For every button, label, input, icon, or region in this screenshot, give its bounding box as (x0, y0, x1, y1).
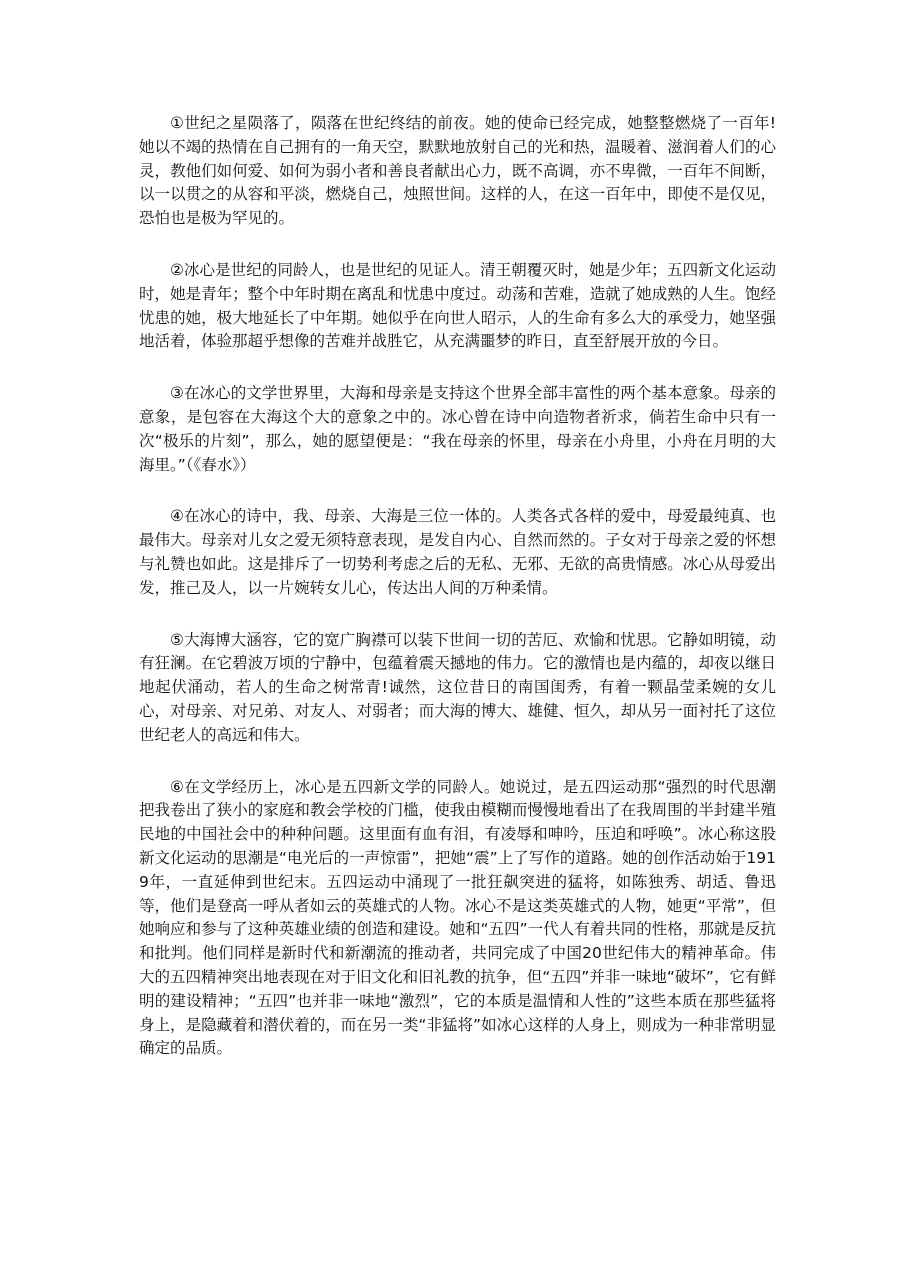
paragraph-1: ①世纪之星陨落了，陨落在世纪终结的前夜。她的使命已经完成，她整整燃烧了一百年!她以不竭的热情在自己拥有的一角天空，默默地放射自己的光和热，温暖着、滋润着人们的心灵，教他们如何爱、如何为弱小者和善良者献出心力，既不高调，亦不卑微，一百年不间断，以一以贯之的从容和平淡，燃烧自己，烛照世间。这样的人，在这一百年中，即使不是仅见，恐怕也是极为罕见的。 (139, 114, 776, 228)
paragraph-2: ②冰心是世纪的同龄人，也是世纪的见证人。清王朝覆灭时，她是少年；五四新文化运动时，她是青年；整个中年时期在离乱和忧患中度过。动荡和苦难，造就了她成熟的人生。饱经忧患的她，极大地延长了中年期。她似乎在向世人昭示，人的生命有多么大的承受力，她坚强地活着，体验那超乎想像的苦难并战胜它，从充满噩梦的昨日，直至舒展开放的今日。 (139, 260, 776, 351)
paragraph-3: ③在冰心的文学世界里，大海和母亲是支持这个世界全部丰富性的两个基本意象。母亲的意象，是包容在大海这个大的意象之中的。冰心曾在诗中向造物者祈求，倘若生命中只有一次“极乐的片刻”，那么，她的愿望便是：“我在母亲的怀里，母亲在小舟里，小舟在月明的大海里。”（《春水》） (139, 384, 776, 474)
document-body (139, 112, 776, 1061)
paragraph-4: ④在冰心的诗中，我、母亲、大海是三位一体的。人类各式各样的爱中，母爱最纯真、也最伟大。母亲对儿女之爱无须特意表现，是发自内心、自然而然的。子女对于母亲之爱的怀想与礼赞也如此。这是排斥了一切势利考虑之后的无私、无邪、无欲的高贵情感。冰心从母爱出发，推己及人，以一片婉转女儿心，传达出人间的万种柔情。 (139, 507, 776, 597)
paragraph-5: ⑤大海博大涵容，它的宽广胸襟可以装下世间一切的苦厄、欢愉和忧思。它静如明镜，动有狂澜。在它碧波万顷的宁静中，包蕴着震天撼地的伟力。它的激情也是内蕴的，却夜以继日地起伏涌动，若人的生命之树常青!诚然，这位昔日的南国闺秀，有着一颗晶莹柔婉的女儿心，对母亲、对兄弟、对友人、对弱者；而大海的博大、雄健、恒久，却从另一面衬托了这位世纪老人的高远和伟大。 (139, 630, 776, 744)
paragraph-6: ⑥在文学经历上，冰心是五四新文学的同龄人。她说过，是五四运动那“强烈的时代思潮把我卷出了狭小的家庭和教会学校的门槛，使我由模糊而慢慢地看出了在我周围的半封建半殖民地的中国社会中的种种问题。这里面有血有泪，有凌辱和呻吟，压迫和呼唤”。冰心称这股新文化运动的思潮是“电光后的一声惊雷”，把她“震”上了写作的道路。她的创作活动始于1919年，一直延伸到世纪末。五四运动中涌现了一批狂飙突进的猛将，如陈独秀、胡适、鲁迅等，他们是登高一呼从者如云的英雄式的人物。冰心不是这类英雄式的人物，她更“平常”，但她响应和参与了这种英雄业绩的创造和建设。她和“五四”一代人有着共同的性格，那就是反抗和批判。他们同样是新时代和新潮流的推动者，共同完成了中国20世纪伟大的精神革命。伟大的五四精神突出地表现在对于旧文化和旧礼教的抗争，但“五四”并非一味地“破坏”，它有鲜明的建设精神；“五四”也并非一味地“激烈”，它的本质是温情和人性的”这些本质在那些猛将身上，是隐藏着和潜伏着的，而在另一类“非猛将”如冰心这样的人身上，则成为一种非常明显确定的品质。 (139, 777, 776, 1058)
